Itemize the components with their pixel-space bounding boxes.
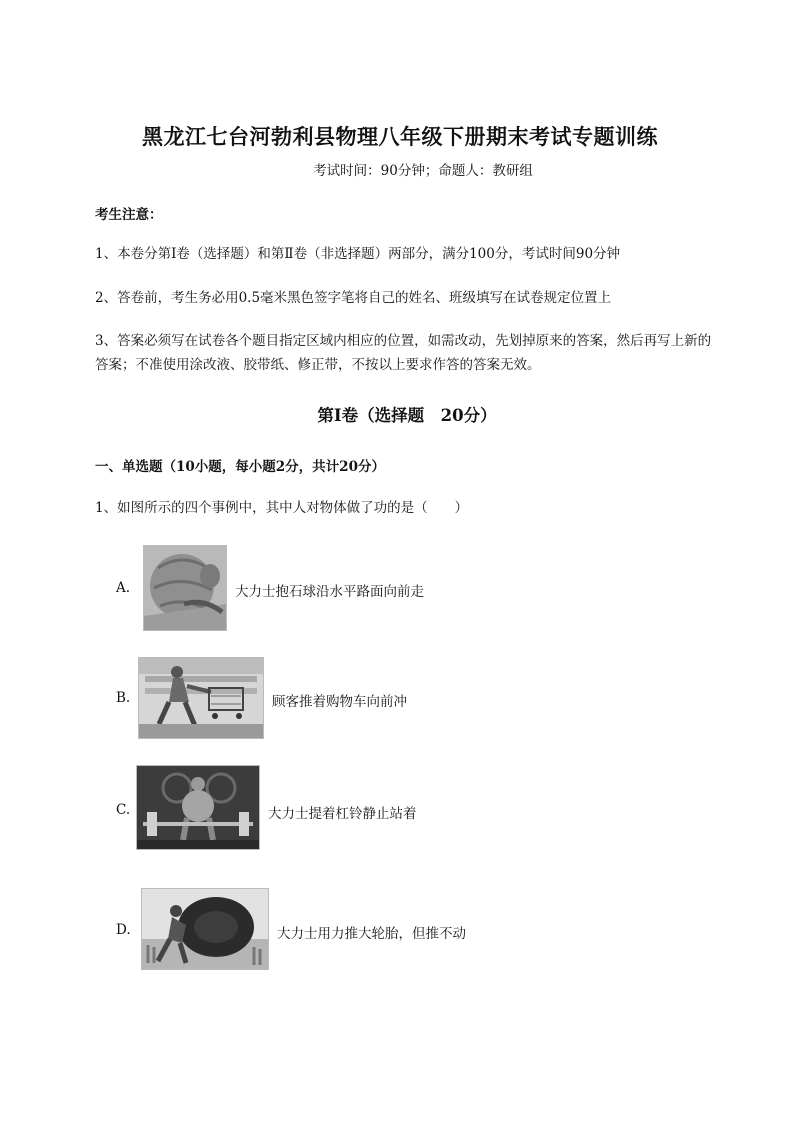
part-heading: 一、单选题（10小题，每小题2分，共计20分） (95, 459, 385, 475)
option-a-letter: A. (116, 580, 131, 596)
option-b-photo (138, 657, 264, 739)
page-title: 黑龙江七台河勃利县物理八年级下册期末考试专题训练 (142, 124, 658, 149)
option-d-letter: D. (116, 922, 131, 938)
notice-item-1: 1、本卷分第I卷（选择题）和第Ⅱ卷（非选择题）两部分，满分100分，考试时间90分钟 (95, 246, 621, 262)
option-d-text: 大力士用力推大轮胎，但推不动 (277, 926, 466, 942)
notice-heading: 考生注意： (95, 207, 163, 223)
question-stem: 1、如图所示的四个事例中，其中人对物体做了功的是（ ） (95, 500, 469, 516)
option-c-photo (136, 765, 260, 850)
option-a-text: 大力士抱石球沿水平路面向前走 (235, 584, 424, 600)
exam-info: 考试时间：90分钟；命题人：教研组 (313, 163, 533, 179)
option-d-photo (141, 888, 269, 970)
option-b-text: 顾客推着购物车向前冲 (272, 694, 407, 710)
option-a-photo (143, 545, 227, 631)
option-c-text: 大力士提着杠铃静止站着 (268, 806, 417, 822)
notice-item-3: 3、答案必须写在试卷各个题目指定区域内相应的位置，如需改动，先划掉原来的答案，然后再写上新的答案；不准使用涂改液、胶带纸、修正带，不按以上要求作答的答案无效。 (95, 333, 712, 373)
option-b-letter: B. (116, 690, 131, 706)
section-title: 第I卷（选择题 20分） (317, 406, 497, 425)
option-c-letter: C. (116, 802, 131, 818)
notice-item-2: 2、答卷前，考生务必用0.5毫米黑色签字笔将自己的姓名、班级填写在试卷规定位置上 (95, 290, 612, 306)
